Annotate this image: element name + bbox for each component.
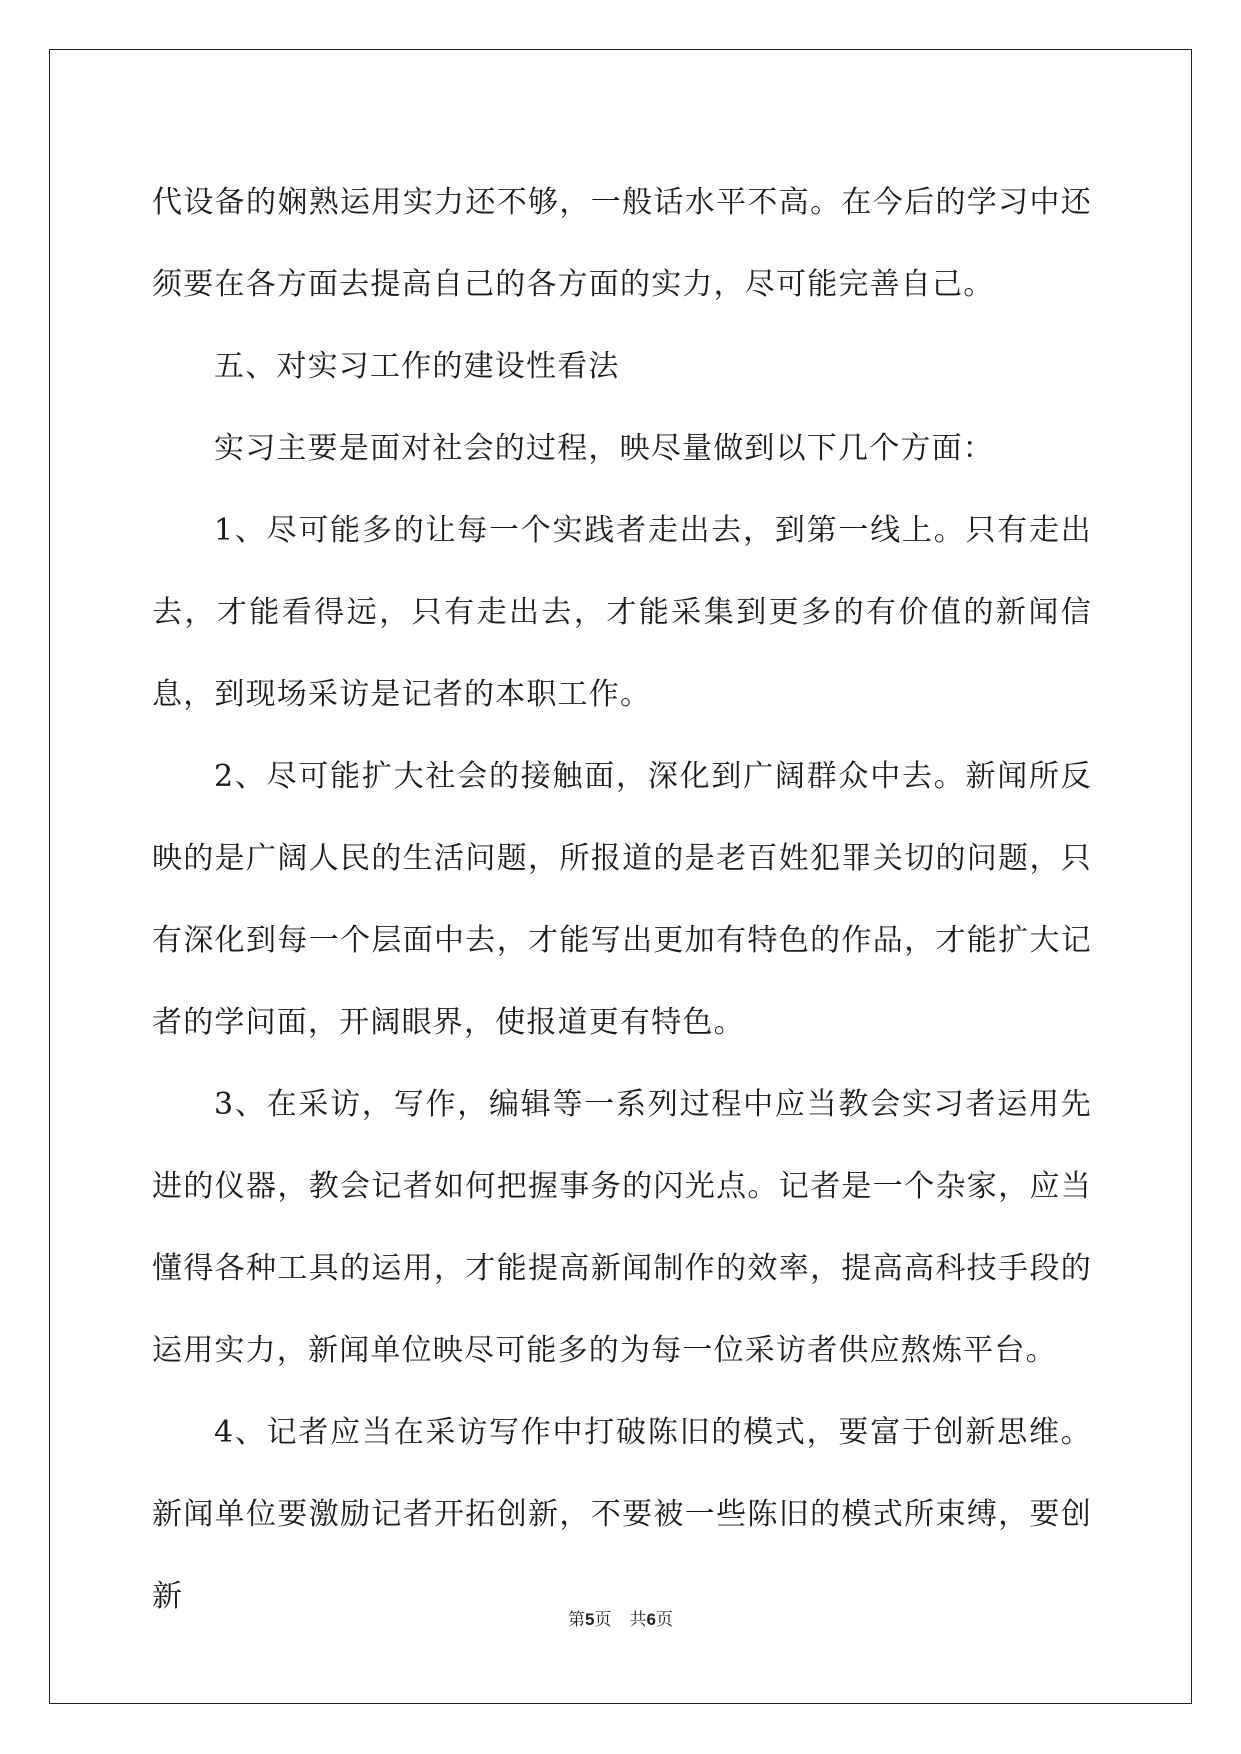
list-item: 2、尽可能扩大社会的接触面，深化到广阔群众中去。新闻所反映的是广阔人民的生活问题，所报道的是老百姓犯罪关切的问题，只有深化到每一个层面中去，才能写出更加有特色的作品，才能扩大记者的学问面，开阔眼界，使报道更有特色。 bbox=[152, 759, 1092, 1040]
list-item: 1、尽可能多的让每一个实践者走出去，到第一线上。只有走出去，才能看得远，只有走出去，才能采集到更多的有价值的新闻信息，到现场采访是记者的本职工作。 bbox=[152, 513, 1092, 712]
total-prefix: 共 bbox=[629, 1610, 647, 1630]
page-suffix: 页 bbox=[594, 1610, 612, 1630]
list-item: 4、记者应当在采访写作中打破陈旧的模式，要富于创新思维。新闻单位要激励记者开拓创新，不要被一些陈旧的模式所束缚，要创新 bbox=[152, 1415, 1092, 1614]
total-suffix: 页 bbox=[655, 1610, 673, 1630]
page-prefix: 第 bbox=[568, 1610, 586, 1630]
section-heading: 五、对实习工作的建设性看法 bbox=[214, 349, 620, 384]
page-footer bbox=[0, 1605, 1241, 1630]
page-current: 5 bbox=[585, 1610, 595, 1629]
document-body bbox=[152, 162, 1092, 1638]
paragraph: 实习主要是面对社会的过程，映尽量做到以下几个方面： bbox=[214, 431, 994, 466]
paragraph: 代设备的娴熟运用实力还不够，一般话水平不高。在今后的学习中还须要在各方面去提高自己的各方面的实力，尽可能完善自己。 bbox=[152, 185, 1092, 302]
list-item: 3、在采访，写作，编辑等一系列过程中应当教会实习者运用先进的仪器，教会记者如何把握事务的闪光点。记者是一个杂家，应当懂得各种工具的运用，才能提高新闻制作的效率，提高高科技手段的运用实力，新闻单位映尽可能多的为每一位采访者供应熬炼平台。 bbox=[152, 1087, 1092, 1368]
page-total: 6 bbox=[646, 1610, 656, 1629]
